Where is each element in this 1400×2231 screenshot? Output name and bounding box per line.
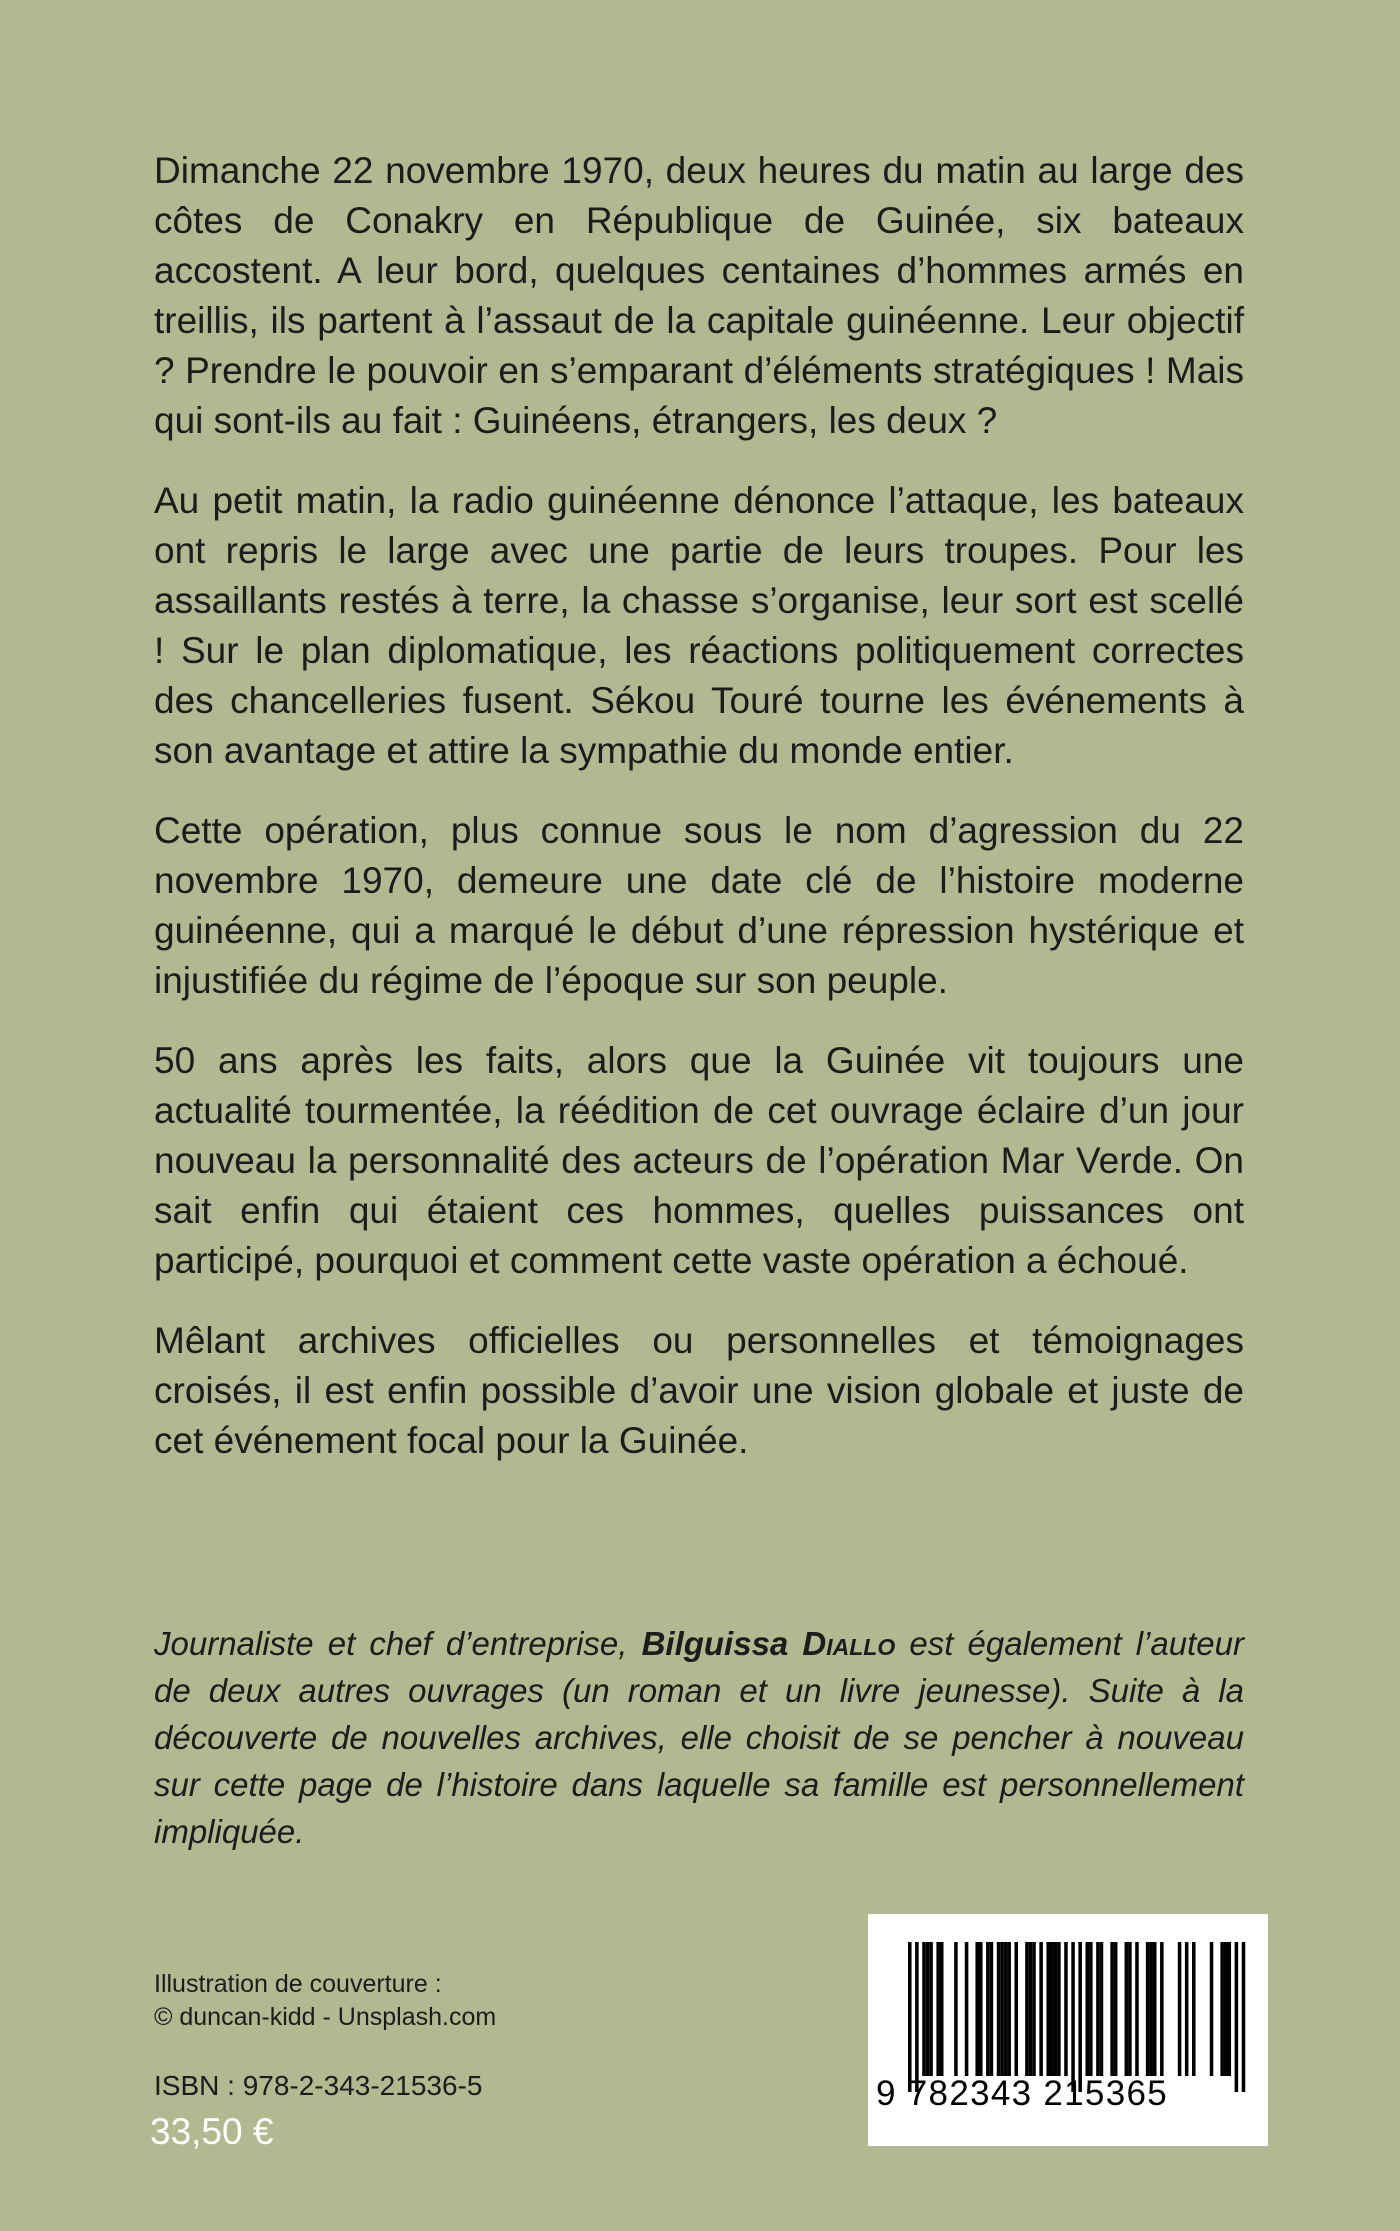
author-first-name: Bilguissa bbox=[641, 1625, 803, 1662]
barcode-bar bbox=[1153, 1942, 1157, 2076]
barcode-guard-bar bbox=[1071, 1942, 1075, 2092]
barcode-bar bbox=[965, 1942, 969, 2076]
blurb-paragraph-4: 50 ans après les faits, alors que la Guinée vit toujours une actualité tourmentée, la réédition de cet ouvrage éclaire d’un jour nouveau la personnalité des acteurs de l’opération Mar Verde. On sait enfin qui étaient ces hommes, quelles puissances ont participé, pourquoi et comment cette vaste opération a échoué. bbox=[154, 1040, 1244, 1281]
barcode-bar bbox=[1025, 1942, 1029, 2076]
barcode-bar bbox=[929, 1942, 933, 2076]
author-last-name: Diallo bbox=[802, 1625, 896, 1662]
blurb bbox=[154, 146, 1244, 1496]
barcode-bar bbox=[1128, 1942, 1132, 2076]
barcode-bar bbox=[940, 1942, 944, 2076]
barcode-bar bbox=[1210, 1942, 1214, 2076]
illustration-credits bbox=[154, 1968, 496, 2034]
barcode-guard-bar bbox=[1235, 1942, 1239, 2092]
barcode-bar bbox=[1086, 1942, 1090, 2076]
barcode-guard-bar bbox=[1078, 1942, 1082, 2092]
blurb-paragraph-2: Au petit matin, la radio guinéenne dénonce l’attaque, les bateaux ont repris le large avec une partie de leurs troupes. Pour les assaillants restés à terre, la chasse s’organise, leur sort est scellé ! Sur le plan diplomatique, les réactions politiquement correctes des chancelleries fusent. Sékou Touré tourne les événements à son avantage et attire la sympathie du monde entier. bbox=[154, 480, 1244, 771]
barcode-bar bbox=[1089, 1942, 1093, 2076]
barcode-bar bbox=[1228, 1942, 1232, 2076]
barcode-bar bbox=[1160, 1942, 1164, 2076]
barcode-bar bbox=[1057, 1942, 1061, 2076]
barcode-bar bbox=[1004, 1942, 1008, 2076]
barcode-bar bbox=[1185, 1942, 1189, 2076]
barcode-bar bbox=[1114, 1942, 1118, 2076]
barcode-guard-bar bbox=[915, 1942, 919, 2092]
author-name bbox=[642, 1625, 896, 1662]
barcode-bar bbox=[1096, 1942, 1100, 2076]
barcode-bar bbox=[1064, 1942, 1068, 2076]
barcode-bar bbox=[1220, 1942, 1224, 2076]
barcode-bar bbox=[954, 1942, 958, 2076]
barcode-bar bbox=[1135, 1942, 1139, 2076]
barcode-bar bbox=[1146, 1942, 1150, 2076]
credits-line-1: Illustration de couverture : bbox=[154, 1970, 442, 1998]
barcode-bar bbox=[922, 1942, 926, 2076]
barcode-bar bbox=[990, 1942, 994, 2076]
barcode-bar bbox=[1178, 1942, 1182, 2076]
barcode-bar bbox=[936, 1942, 940, 2076]
barcode-bar bbox=[1015, 1942, 1019, 2076]
blurb-paragraph-3: Cette opération, plus connue sous le nom d’agression du 22 novembre 1970, demeure une date clé de l’histoire moderne guinéenne, qui a marqué le début d’une répression hystérique et injustifiée du régime de l’époque sur son peuple. bbox=[154, 810, 1244, 1001]
barcode-bar bbox=[926, 1942, 930, 2076]
author-bio-prefix: Journaliste et chef d’entreprise, bbox=[154, 1625, 642, 1662]
barcode-bar bbox=[975, 1942, 979, 2076]
author-bio bbox=[154, 1620, 1244, 1855]
barcode-bar bbox=[1050, 1942, 1054, 2076]
barcode-digits: 9 782343 215365 bbox=[876, 2074, 1168, 2113]
barcode-bar bbox=[1032, 1942, 1036, 2076]
price: 33,50 € bbox=[150, 2111, 274, 2152]
credits-line-2: © duncan-kidd - Unsplash.com bbox=[154, 2003, 497, 2031]
barcode-bar bbox=[997, 1942, 1001, 2076]
barcode-bar bbox=[1125, 1942, 1129, 2076]
barcode bbox=[868, 1914, 1268, 2146]
blurb-paragraph-1: Dimanche 22 novembre 1970, deux heures du matin au large des côtes de Conakry en République de Guinée, six bateaux accostent. A leur bord, quelques centaines d’hommes armés en treillis, ils partent à l’assaut de la capitale guinéenne. Leur objectif ? Prendre le pouvoir en s’emparant d’éléments stratégiques ! Mais qui sont-ils au fait : Guinéens, étrangers, les deux ? bbox=[154, 150, 1244, 441]
barcode-bar bbox=[1149, 1942, 1153, 2076]
barcode-bar bbox=[1029, 1942, 1033, 2076]
author-bio-suffix: est également l’auteur de deux autres ouvrages (un roman et un livre jeunesse). Suite à la découverte de nouvelles archives, elle choisit de se pencher à nouveau sur cette page de l’histoire dans laquelle sa famille est personnellement impliquée. bbox=[154, 1625, 1244, 1850]
barcode-bar bbox=[979, 1942, 983, 2076]
barcode-bar bbox=[1054, 1942, 1058, 2076]
barcode-bar bbox=[1039, 1942, 1043, 2076]
barcode-bar bbox=[986, 1942, 990, 2076]
blurb-paragraph-5: Mêlant archives officielles ou personnelles et témoignages croisés, il est enfin possible d’avoir une vision globale et juste de cet événement focal pour la Guinée. bbox=[154, 1320, 1244, 1461]
barcode-bar bbox=[1110, 1942, 1114, 2076]
barcode-bar bbox=[1192, 1942, 1196, 2076]
barcode-guard-bar bbox=[1242, 1942, 1246, 2092]
barcode-guard-bar bbox=[908, 1942, 912, 2092]
isbn: ISBN : 978-2-343-21536-5 bbox=[154, 2070, 483, 2101]
barcode-bar bbox=[1007, 1942, 1011, 2076]
barcode-bar bbox=[1224, 1942, 1228, 2076]
barcode-bar bbox=[1100, 1942, 1104, 2076]
barcode-bar bbox=[1046, 1942, 1050, 2076]
barcode-bar bbox=[1000, 1942, 1004, 2076]
